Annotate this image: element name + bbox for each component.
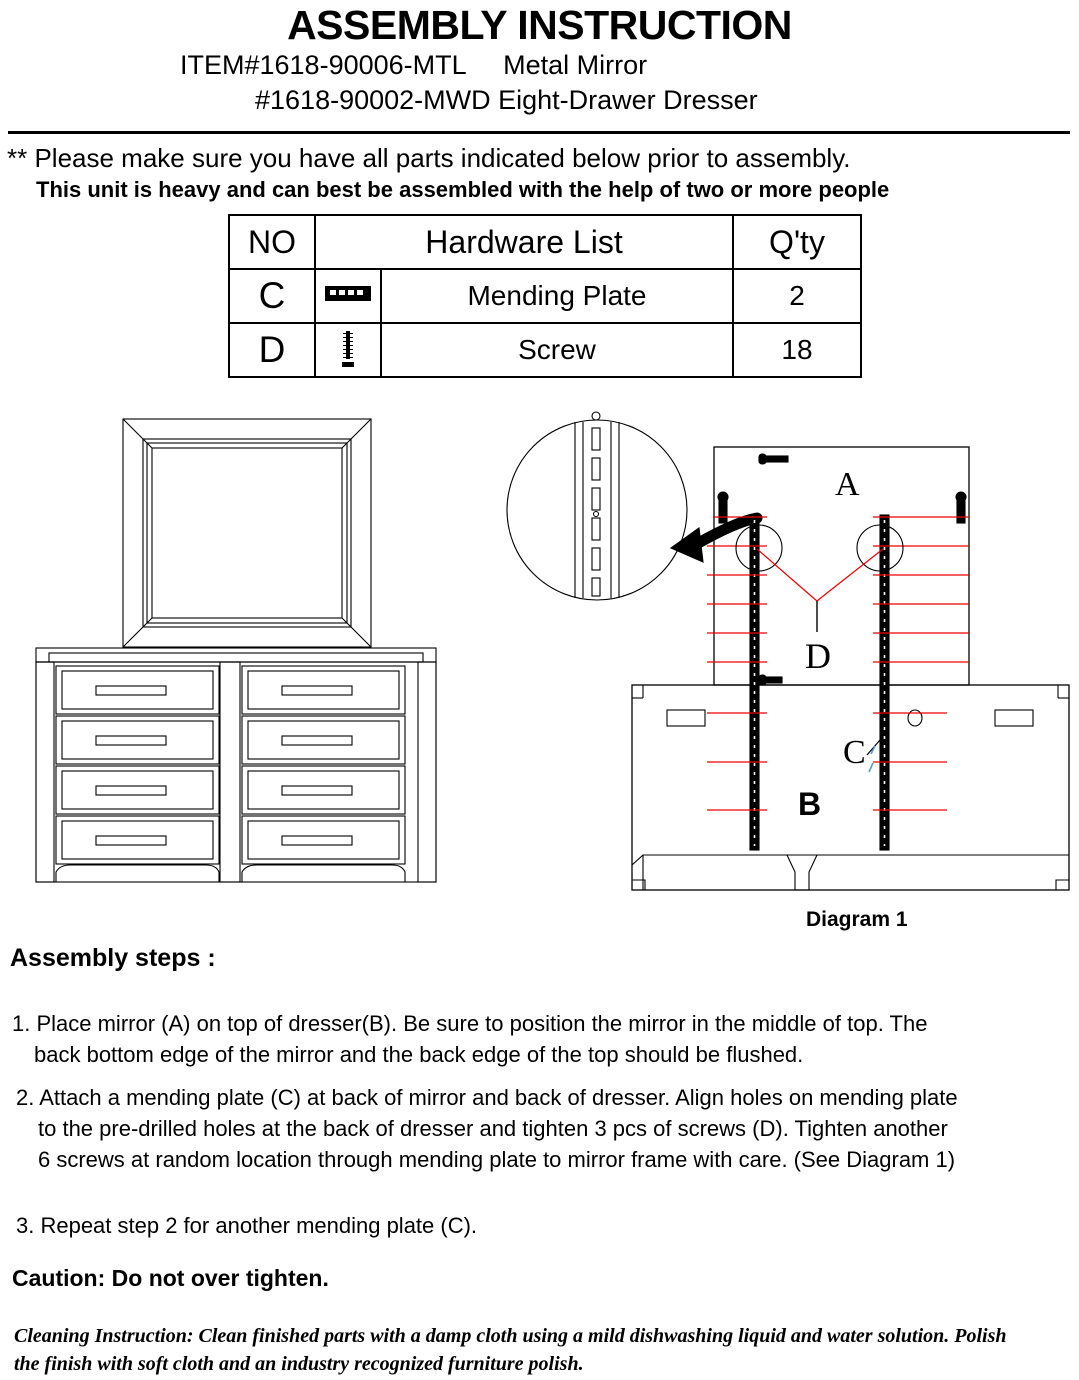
hardware-list-table bbox=[228, 214, 862, 378]
dresser-illustration bbox=[36, 648, 436, 882]
dresser-back-panel bbox=[632, 685, 1069, 892]
dresser-cutout-left bbox=[667, 710, 705, 726]
caution-note: Caution: Do not over tighten. bbox=[12, 1265, 329, 1291]
dresser-cutout-right bbox=[995, 710, 1033, 726]
screw-leader-lines bbox=[757, 549, 883, 601]
mirror-on-dresser-illustration bbox=[30, 410, 500, 905]
part-qty-mending-plate: 2 bbox=[733, 269, 861, 323]
table-header-row bbox=[229, 215, 861, 269]
diagram-label-c: C bbox=[843, 734, 866, 771]
mending-plate-detail-callout bbox=[507, 412, 687, 600]
part-letter-d: D bbox=[229, 323, 315, 377]
cleaning-instruction: Cleaning Instruction: Clean finished parts with a damp cloth using a mild dishwashing liquid and water solution. Polish the finish with soft cloth and an industry recognized furniture polish. bbox=[14, 1325, 1007, 1375]
step-2-line-3: 6 screws at random location through mending plate to mirror frame with care. (See Diagram 1) bbox=[38, 1147, 956, 1172]
screw-icon-horizontal-lower bbox=[759, 675, 782, 685]
step-1-line-1: 1. Place mirror (A) on top of dresser(B). Be sure to position the mirror in the middle of top. The bbox=[12, 1011, 928, 1036]
header-divider bbox=[8, 131, 1070, 134]
step-2-line-2: to the pre-drilled holes at the back of dresser and tighten 3 pcs of screws (D). Tighten another bbox=[38, 1116, 948, 1141]
step-2-line-1: 2. Attach a mending plate (C) at back of mirror and back of dresser. Align holes on mending plate bbox=[16, 1085, 958, 1110]
part-name-screw: Screw bbox=[381, 323, 733, 377]
page-title: ASSEMBLY INSTRUCTION bbox=[287, 2, 792, 48]
part-name-mending-plate: Mending Plate bbox=[381, 269, 733, 323]
mending-plate-icon bbox=[325, 286, 371, 301]
drawer-bank-right bbox=[242, 666, 405, 864]
diagram-label-a: A bbox=[835, 466, 860, 503]
column-header-hardware-list: Hardware List bbox=[315, 215, 733, 269]
assembly-step-2 bbox=[16, 1082, 1078, 1175]
screw-icon-horizontal-top bbox=[759, 454, 788, 464]
item-number-mirror: ITEM#1618-90006-MTL Metal Mirror bbox=[180, 50, 648, 80]
column-header-qty: Q'ty bbox=[733, 215, 861, 269]
diagram-1-illustration bbox=[495, 410, 1070, 910]
item-number-dresser: #1618-90002-MWD Eight-Drawer Dresser bbox=[255, 85, 758, 115]
table-row bbox=[229, 269, 861, 323]
c-leader-accent-2 bbox=[869, 763, 873, 772]
table-row bbox=[229, 323, 861, 377]
diagram-label-d: D bbox=[805, 636, 831, 676]
part-qty-screw: 18 bbox=[733, 323, 861, 377]
mending-plate-left bbox=[750, 515, 759, 850]
mending-plate-icon-cell bbox=[315, 269, 381, 323]
diagram-label-b: B bbox=[798, 786, 822, 822]
step-3-line-1: 3. Repeat step 2 for another mending plate (C). bbox=[16, 1213, 478, 1238]
assembly-step-1 bbox=[12, 1008, 1072, 1070]
screw-icon bbox=[340, 329, 356, 367]
drawer-bank-left bbox=[56, 666, 219, 864]
screw-icon-right-upper bbox=[956, 492, 966, 523]
parts-notice: ** Please make sure you have all parts indicated below prior to assembly. bbox=[7, 143, 851, 173]
screw-icon-left-upper bbox=[718, 492, 728, 523]
diagram-caption: Diagram 1 bbox=[806, 908, 908, 931]
mending-plate-right bbox=[880, 515, 889, 850]
column-header-no: NO bbox=[229, 215, 315, 269]
step-1-line-2: back bottom edge of the mirror and the back edge of the top should be flushed. bbox=[34, 1042, 804, 1067]
mirror-illustration bbox=[123, 419, 371, 647]
weight-warning: This unit is heavy and can best be assembled with the help of two or more people bbox=[36, 177, 890, 202]
assembly-step-3 bbox=[16, 1210, 1016, 1241]
screw-icon-cell bbox=[315, 323, 381, 377]
assembly-steps-heading: Assembly steps : bbox=[10, 944, 216, 972]
part-letter-c: C bbox=[229, 269, 315, 323]
